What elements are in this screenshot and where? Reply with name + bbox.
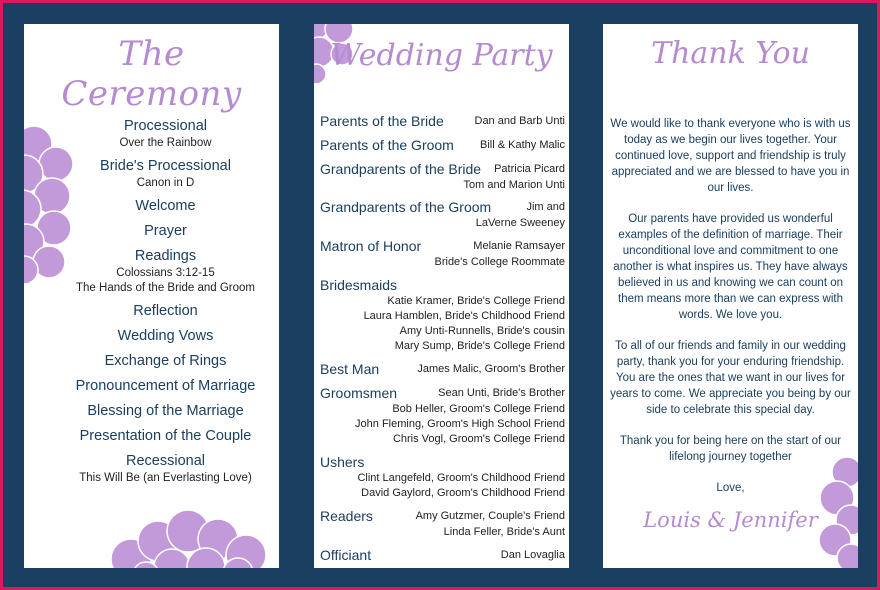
role-names: Sean Unti, Bride's Brother bbox=[438, 387, 565, 399]
role-names: Tom and Marion Unti bbox=[463, 179, 565, 191]
ceremony-item-sub: Canon in D bbox=[136, 177, 195, 189]
ceremony-item-sub: This Will Be (an Everlasting Love) bbox=[79, 472, 252, 484]
role-label: Matron of Honor bbox=[320, 238, 422, 254]
ceremony-item-sub: Over the Rainbow bbox=[119, 137, 212, 149]
ceremony-item-heading: Pronouncement of Marriage bbox=[75, 378, 256, 394]
thank-you-paragraph: Thank you for being here on the start of our lifelong journey together bbox=[619, 435, 842, 463]
groomsmen-row bbox=[320, 384, 565, 402]
role-label: Parents of the Bride bbox=[320, 113, 444, 129]
role-label: Readers bbox=[320, 508, 373, 524]
ceremony-item-heading: Blessing of the Marriage bbox=[87, 403, 244, 419]
ceremony-item-sub: The Hands of the Bride and Groom bbox=[76, 282, 255, 294]
bridesmaid-name: Mary Sump, Bride's College Friend bbox=[394, 340, 565, 352]
ceremony-item-heading: Processional bbox=[123, 118, 207, 134]
groomsman-name: Chris Vogl, Groom's College Friend bbox=[392, 433, 565, 445]
thank-you-message bbox=[609, 116, 852, 496]
best-man-row bbox=[320, 360, 565, 378]
ceremony-item-heading: Presentation of the Couple bbox=[79, 428, 252, 444]
ceremony-item-heading: Wedding Vows bbox=[117, 328, 214, 344]
wedding-party-panel bbox=[314, 24, 569, 568]
role-names: Dan and Barb Unti bbox=[474, 115, 565, 127]
role-names: Amy Gutzmer, Couple's Friend bbox=[415, 510, 565, 522]
bridesmaid-name: Katie Kramer, Bride's College Friend bbox=[387, 295, 565, 307]
thank-you-paragraph: To all of our friends and family in our wedding party, thank you for your enduring friendship. You are the ones that we want in our lives for years to come. We appreciate you being by our side to celebrate this special day. bbox=[610, 340, 851, 416]
ceremony-panel bbox=[24, 24, 279, 568]
thank-you-paragraph: We would like to thank everyone who is with us today as we begin our lives together. Your continued love, support and friendship is truly appreciated and we are blessed to have you in our lives. bbox=[610, 118, 851, 194]
closing-text: Love, bbox=[716, 482, 745, 494]
bridesmaids-label: Bridesmaids bbox=[320, 277, 398, 293]
matron-row bbox=[320, 237, 565, 255]
usher-name: David Gaylord, Groom's Childhood Friend bbox=[361, 487, 565, 499]
ceremony-item-heading: Prayer bbox=[144, 223, 187, 239]
role-names: James Malic, Groom's Brother bbox=[417, 363, 565, 375]
ceremony-item-heading: Reflection bbox=[133, 303, 198, 319]
role-names: Linda Feller, Bride's Aunt bbox=[443, 526, 565, 538]
ceremony-item-heading: Recessional bbox=[126, 453, 205, 469]
ceremony-order-list bbox=[52, 117, 279, 486]
wedding-party-title: Wedding Party bbox=[330, 38, 553, 73]
groomsman-name: John Fleming, Groom's High School Friend bbox=[355, 418, 565, 430]
role-names: LaVerne Sweeney bbox=[475, 217, 565, 229]
role-label: Best Man bbox=[320, 361, 380, 377]
parents-bride-row bbox=[320, 112, 565, 130]
role-label: Parents of the Groom bbox=[320, 137, 454, 153]
grandparents-bride-row bbox=[320, 160, 565, 178]
hydrangea-bottom-decoration bbox=[106, 509, 276, 568]
role-names: Patricia Picard bbox=[494, 163, 565, 175]
officiant-row bbox=[320, 546, 565, 564]
bridesmaid-name: Laura Hamblen, Bride's Childhood Friend bbox=[363, 310, 565, 322]
ushers-label: Ushers bbox=[320, 454, 365, 470]
role-label: Groomsmen bbox=[320, 385, 398, 401]
thank-you-paragraph: Our parents have provided us wonderful examples of the definition of marriage. Their unconditional love and commitment to one another is what inspires us. They have always believed in us and knowing we can count on them means more than we can express with words. We love you. bbox=[613, 213, 848, 321]
wedding-party-list bbox=[320, 112, 565, 564]
ceremony-item-heading: Bride's Processional bbox=[100, 158, 231, 174]
role-names: Jim and bbox=[526, 201, 565, 213]
ceremony-title: The Ceremony bbox=[61, 34, 242, 114]
ceremony-item-heading: Readings bbox=[134, 248, 197, 264]
ceremony-item-sub: Colossians 3:12-15 bbox=[116, 267, 215, 279]
role-names: Melanie Ramsayer bbox=[473, 240, 565, 252]
ceremony-item-heading: Welcome bbox=[135, 198, 196, 214]
readers-row bbox=[320, 507, 565, 525]
ceremony-item-heading: Exchange of Rings bbox=[104, 353, 227, 369]
role-label: Grandparents of the Bride bbox=[320, 161, 482, 177]
program-background bbox=[3, 3, 877, 587]
role-names: Dan Lovaglia bbox=[500, 549, 565, 561]
role-names: Bill & Kathy Malic bbox=[480, 139, 565, 151]
thank-you-title: Thank You bbox=[651, 36, 810, 71]
usher-name: Clint Langefeld, Groom's Childhood Friend bbox=[357, 472, 565, 484]
role-label: Grandparents of the Groom bbox=[320, 199, 492, 215]
parents-groom-row bbox=[320, 136, 565, 154]
role-label: Officiant bbox=[320, 547, 372, 563]
role-names: Bride's College Roommate bbox=[434, 256, 565, 268]
thank-you-panel bbox=[603, 24, 858, 568]
grandparents-groom-row bbox=[320, 198, 565, 216]
groomsman-name: Bob Heller, Groom's College Friend bbox=[392, 403, 565, 415]
bridesmaid-name: Amy Unti-Runnells, Bride's cousin bbox=[399, 325, 565, 337]
couple-signature: Louis & Jennifer bbox=[643, 508, 818, 532]
